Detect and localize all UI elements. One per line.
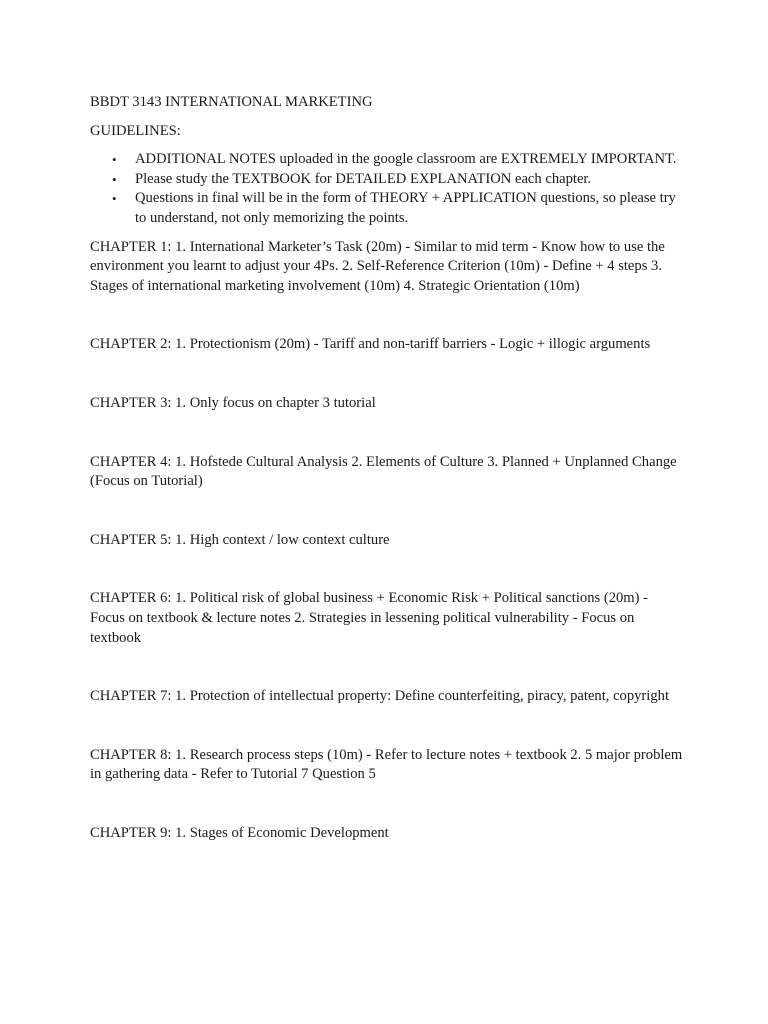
guideline-item-additional-notes (90, 150, 686, 170)
guideline-text: ADDITIONAL NOTES uploaded in the google classroom are EXTREMELY IMPORTANT. (135, 151, 677, 168)
chapter-3-paragraph: CHAPTER 3: 1. Only focus on chapter 3 tutorial (90, 394, 376, 411)
chapter-2-paragraph: CHAPTER 2: 1. Protectionism (20m) - Tariff and non-tariff barriers - Logic + illogic arguments (90, 336, 651, 353)
document-title: BBDT 3143 INTERNATIONAL MARKETING (90, 94, 373, 110)
document-body (90, 93, 686, 843)
chapter-6-paragraph: CHAPTER 6: 1. Political risk of global business + Economic Risk + Political sanctions (20m) - Focus on textbook & lecture notes 2. Strategies in lessening political vulnerability - Focus on textbook (90, 590, 649, 646)
chapter-8-paragraph: CHAPTER 8: 1. Research process steps (10m) - Refer to lecture notes + textbook 2. 5 major problem in gathering data - Refer to Tutorial 7 Question 5 (90, 746, 683, 783)
chapter-1-paragraph: CHAPTER 1: 1. International Marketer’s Task (20m) - Similar to mid term - Know how to use the environment you learnt to adjust your 4Ps. 2. Self-Reference Criterion (10m) - Define + 4 steps 3. Stages of international marketing involvement (10m) 4. Strategic Orientation (10m) (90, 238, 665, 294)
chapter-7-paragraph: CHAPTER 7: 1. Protection of intellectual property: Define counterfeiting, piracy, patent, copyright (90, 688, 669, 705)
guideline-item-textbook (90, 170, 686, 190)
chapter-9-paragraph: CHAPTER 9: 1. Stages of Economic Development (90, 824, 389, 841)
guideline-text: Please study the TEXTBOOK for DETAILED EXPLANATION each chapter. (135, 170, 592, 187)
bullet-icon: • (112, 152, 117, 168)
guidelines-heading: GUIDELINES: (90, 122, 181, 139)
chapter-4-paragraph: CHAPTER 4: 1. Hofstede Cultural Analysis 2. Elements of Culture 3. Planned + Unplanned Change (Focus on Tutorial) (90, 453, 677, 490)
bullet-icon: • (112, 171, 117, 187)
bullet-icon: • (112, 191, 117, 207)
chapter-5-paragraph: CHAPTER 5: 1. High context / low context culture (90, 531, 390, 548)
guideline-item-question-format (90, 189, 686, 228)
guidelines-list (90, 150, 686, 228)
guideline-text: Questions in final will be in the form of THEORY + APPLICATION questions, so please try to understand, not only memorizing the points. (135, 190, 676, 226)
